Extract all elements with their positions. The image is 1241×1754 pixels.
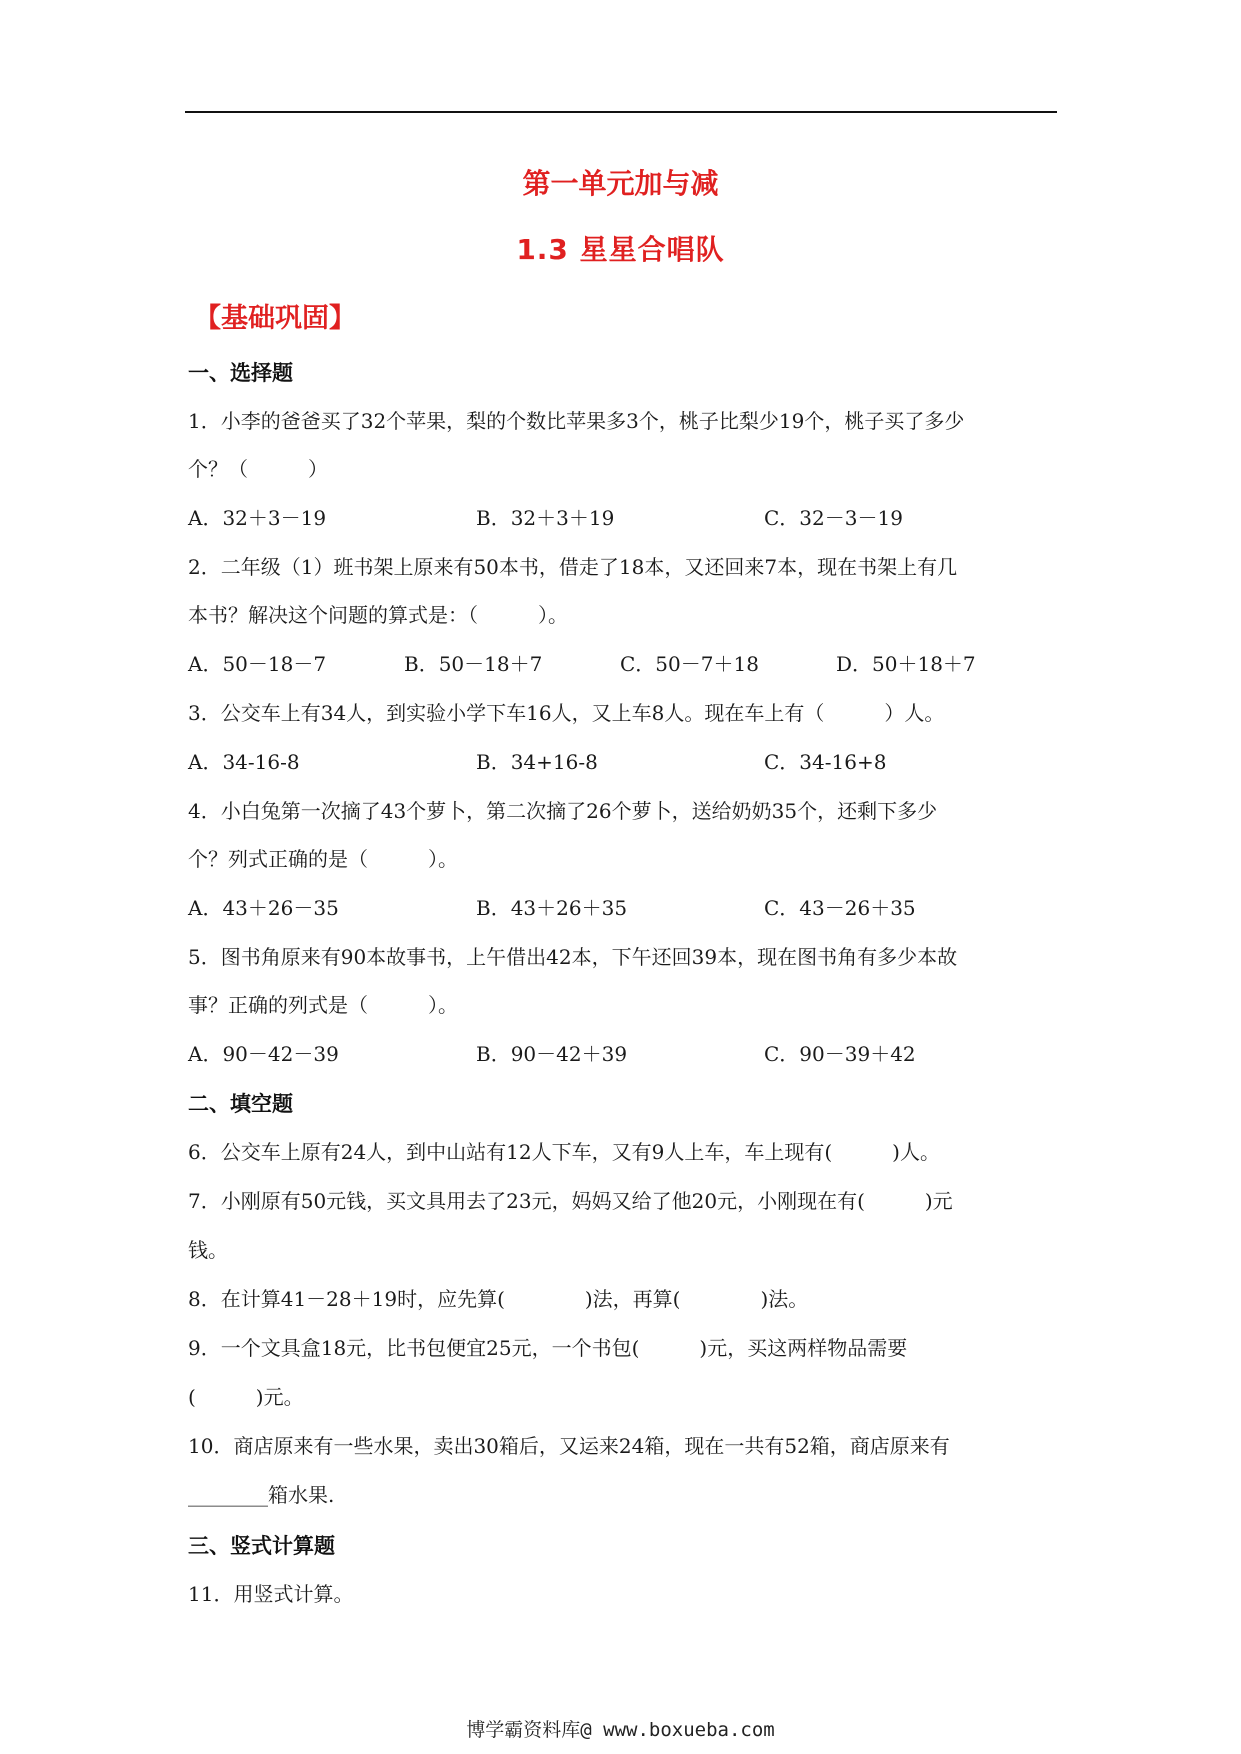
q7-line1: 7．小刚原有50元钱，买文具用去了23元，妈妈又给了他20元，小刚现在有( )元: [188, 1189, 953, 1213]
q3-option-b: B．34+16-8: [476, 750, 598, 774]
q6-line1: 6．公交车上原有24人，到中山站有12人下车，又有9人上车，车上现有( )人。: [188, 1140, 940, 1164]
q7-line2: 钱。: [188, 1238, 228, 1262]
q2-line2: 本书？解决这个问题的算式是：（ ）。: [188, 603, 568, 627]
q4-option-c: C．43－26＋35: [764, 896, 916, 920]
q4-line2: 个？列式正确的是（ ）。: [188, 847, 458, 871]
q11-line1: 11．用竖式计算。: [188, 1582, 354, 1606]
q3-option-a: A．34-16-8: [188, 750, 300, 774]
q2-option-c: C．50－7＋18: [620, 652, 759, 676]
section-label: 【基础巩固】: [194, 303, 356, 334]
q2-option-d: D．50＋18＋7: [836, 652, 976, 676]
q5-option-a: A．90－42－39: [188, 1042, 339, 1066]
q10-line1: 10．商店原来有一些水果，卖出30箱后，又运来24箱，现在一共有52箱，商店原来有: [188, 1434, 950, 1458]
q5-line2: 事？正确的列式是（ ）。: [188, 993, 458, 1017]
header-rule: [185, 111, 1057, 113]
q5-option-b: B．90－42＋39: [476, 1042, 628, 1066]
q5-line1: 5．图书角原来有90本故事书，上午借出42本，下午还回39本，现在图书角有多少本故: [188, 945, 958, 969]
q1-option-a: A．32＋3－19: [188, 506, 327, 530]
q2-option-b: B．50－18＋7: [404, 652, 543, 676]
q9-line1: 9．一个文具盒18元，比书包便宜25元，一个书包( )元，买这两样物品需要: [188, 1336, 908, 1360]
lesson-title: 1.3 星星合唱队: [516, 233, 725, 266]
q1-line2: 个？（ ）: [188, 457, 328, 481]
q5-option-c: C．90－39＋42: [764, 1042, 916, 1066]
footer-watermark: 博学霸资料库@ www.boxueba.com: [466, 1719, 775, 1741]
q10-line2: ________箱水果.: [188, 1483, 335, 1507]
q2-option-a: A．50－18－7: [188, 652, 327, 676]
q3-option-c: C．34-16+8: [764, 750, 887, 774]
q3-line1: 3．公交车上有34人，到实验小学下车16人，又上车8人。现在车上有（ ）人。: [188, 701, 945, 725]
section-choice: 一、选择题: [188, 361, 293, 385]
q1-line1: 1．小李的爸爸买了32个苹果，梨的个数比苹果多3个，桃子比梨少19个，桃子买了多少: [188, 409, 965, 433]
q4-line1: 4．小白兔第一次摘了43个萝卜，第二次摘了26个萝卜，送给奶奶35个，还剩下多少: [188, 799, 938, 823]
section-fill: 二、填空题: [188, 1092, 293, 1116]
unit-title: 第一单元加与减: [522, 167, 719, 200]
q2-line1: 2．二年级（1）班书架上原来有50本书，借走了18本，又还回来7本，现在书架上有几: [188, 555, 958, 579]
q9-line2: ( )元。: [188, 1385, 304, 1409]
q1-option-c: C．32－3－19: [764, 506, 903, 530]
q4-option-b: B．43＋26＋35: [476, 896, 628, 920]
q4-option-a: A．43＋26－35: [188, 896, 339, 920]
q1-option-b: B．32＋3＋19: [476, 506, 615, 530]
section-vertical: 三、竖式计算题: [188, 1534, 335, 1558]
q8-line1: 8．在计算41－28＋19时，应先算( )法，再算( )法。: [188, 1287, 809, 1311]
